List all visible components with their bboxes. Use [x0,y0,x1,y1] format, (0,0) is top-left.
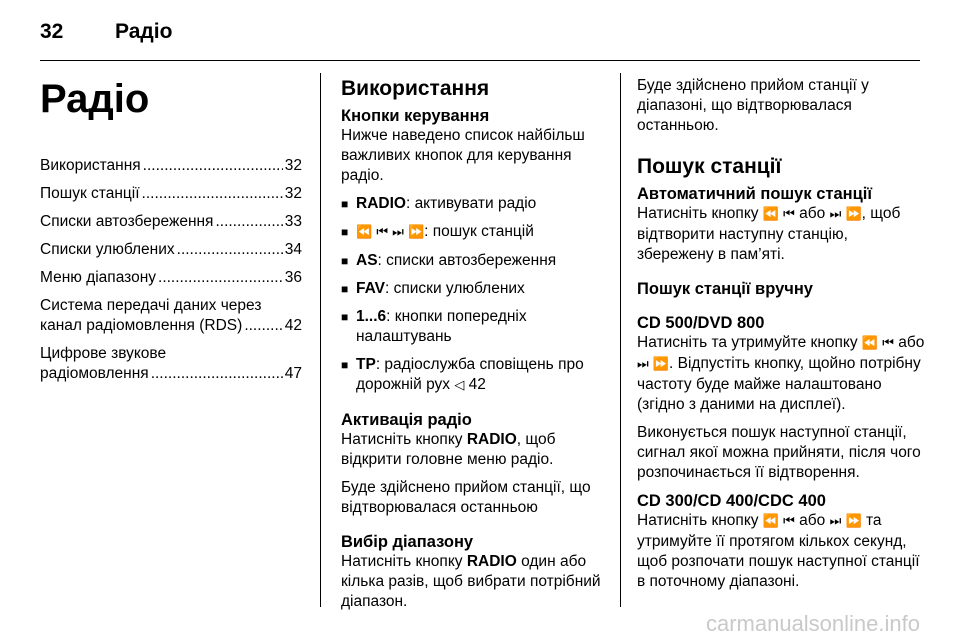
list-item [341,355,603,396]
auto-search-heading: Автоматичний пошук станції [637,185,872,203]
toc-page: 32 [284,157,302,174]
radio-key: RADIO [356,195,406,212]
text: або [794,205,830,222]
page-header [40,20,172,44]
cd500-paragraph-1 [637,333,925,415]
usage-title: Використання [341,77,490,100]
cd500-paragraph-2: Виконується пошук наступної станції, сигнал якої можна прийняти, після чого розпочинається її відтворення. [637,424,921,481]
text: , щоб відкрити головне меню радіо. [341,431,556,468]
toc-label-line1: Цифрове звукове [40,345,167,362]
band-paragraph [341,552,603,612]
bullet-text: : списки автозбереження [377,252,557,269]
cd300-paragraph [637,511,925,592]
toc-entry[interactable] [40,296,302,336]
toc-page: 34 [284,241,302,258]
bullet-text: : пошук станцій [424,223,534,240]
toc-leader [143,156,283,176]
controls-intro: Нижче наведено список найбільш важливих кнопок для керування радіо. [341,127,585,184]
text: або [794,512,830,529]
seek-back-icon: ⏪ ⏮ [861,336,894,351]
radio-key: RADIO [466,553,517,570]
toc-leader [177,240,283,260]
text: , щоб відтворити наступну станцію, збережену в пам’яті. [637,205,901,263]
watermark: carmanualsonline.info [705,611,920,636]
seek-forward-icon: ⏭ ⏩ [829,207,862,222]
list-item [341,251,603,271]
as-key: AS [356,252,378,269]
toc-page: 33 [284,213,302,230]
usage-column [341,76,603,620]
cd500-heading: CD 500/DVD 800 [637,314,765,332]
toc-page: 36 [284,269,302,286]
toc-leader [244,316,282,336]
column-divider-2 [620,73,621,607]
toc-label: Використання [40,157,141,174]
activate-heading: Активація радіо [341,411,472,429]
toc-label-line2: радіомовлення [40,365,149,382]
controls-list [341,194,603,396]
chapter-title: Радіо [40,77,150,121]
running-section-title: Радіо [115,20,173,43]
toc-column [40,76,302,392]
text: та утримуйте її протягом кількох секунд, щоб розпочати пошук наступної станції в поточному діапазоні. [637,512,920,590]
list-item [341,222,603,243]
text: один або кілька разів, щоб вибрати потрібний діапазон. [341,553,601,610]
toc-page: 32 [284,185,302,202]
search-title: Пошук станції [637,155,782,178]
tp-key: TP [356,356,376,373]
search-intro: Буде здійснено прийом станції у діапазоні, що відтворювалася останньою. [637,77,869,134]
text: Натисніть кнопку [637,205,763,222]
page-reference[interactable]: 42 [468,376,486,393]
toc-label-line2: канал радіомовлення (RDS) [40,317,243,334]
bullet-text: : активувати радіо [405,195,537,212]
toc-page: 47 [284,365,302,382]
page-number: 32 [40,20,64,43]
bullet-text: : списки улюблених [385,280,525,297]
toc-label: Списки улюблених [40,241,175,258]
toc-label: Меню діапазону [40,269,157,286]
page-reference-icon: ◁ [454,378,465,393]
cd300-heading: CD 300/CD 400/CDC 400 [637,492,826,510]
bullet-text: : радіослужба сповіщень про дорожній рух [356,356,584,393]
list-item [341,194,603,214]
toc-entry[interactable] [40,268,302,288]
text: або [893,334,925,351]
activate-paragraph-2: Буде здійснено прийом станції, що відтворювалася останньою [341,479,591,516]
seek-buttons-icon: ⏪ ⏮ ⏭ ⏩ [356,225,425,240]
fav-key: FAV [356,280,385,297]
header-rule [40,60,920,61]
seek-forward-icon: ⏭ ⏩ [637,357,670,372]
text: Натисніть кнопку [341,431,467,448]
text: Натисніть кнопку [341,553,467,570]
toc-label: Пошук станції [40,185,140,202]
toc-entry[interactable] [40,156,302,176]
radio-key: RADIO [466,431,517,448]
toc-leader [142,184,283,204]
controls-heading: Кнопки керування [341,107,490,125]
toc-entry[interactable] [40,212,302,232]
activate-paragraph-1 [341,430,603,470]
band-heading: Вибір діапазону [341,533,474,551]
text: Натисніть кнопку [637,512,763,529]
toc-leader [215,212,282,232]
auto-search-paragraph [637,204,925,265]
toc-label: Списки автозбереження [40,213,214,230]
toc-label-line1: Система передачі даних через [40,297,262,314]
toc-page: 42 [284,317,302,334]
toc-leader [151,364,283,384]
search-column [637,76,925,600]
column-divider-1 [320,73,321,607]
manual-search-heading: Пошук станції вручну [637,280,813,298]
toc-leader [158,268,283,288]
toc-entry[interactable] [40,344,302,384]
bullet-text: : кнопки попередніх налаштувань [356,308,527,345]
preset-keys: 1...6 [356,308,387,325]
seek-back-icon: ⏪ ⏮ [762,514,795,529]
toc-entry[interactable] [40,240,302,260]
seek-forward-icon: ⏭ ⏩ [829,514,862,529]
text: Натисніть та утримуйте кнопку [637,334,862,351]
seek-back-icon: ⏪ ⏮ [762,207,795,222]
text: . Відпустіть кнопку, щойно потрібну частоту буде майже налаштовано (згідно з даними на дисплеї). [637,355,921,413]
list-item [341,279,603,299]
toc-entry[interactable] [40,184,302,204]
list-item [341,307,603,347]
